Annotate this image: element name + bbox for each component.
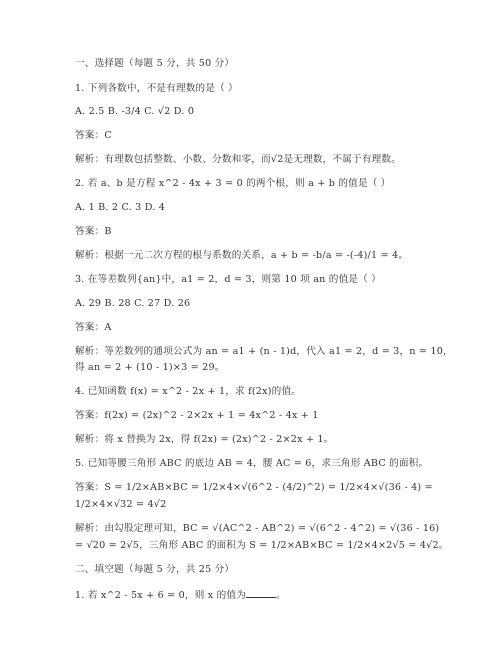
question-2-stem: 2. 若 a、b 是方程 x^2 - 4x + 3 = 0 的两个根，则 a + b 的值是（ ） [75,178,391,189]
question-4-stem: 4. 已知函数 f(x) = x^2 - 2x + 1，求 f(2x)的值。 [75,386,302,397]
question-5-analysis-line-1: 解析：由勾股定理可知，BC = √(AC^2 - AB^2) = √(6^2 - 4^2) = √(36 - 16) [75,523,440,534]
question-1-stem: 1. 下列各数中，不是有理数的是（ ） [75,83,238,94]
question-3-options: A. 29 B. 28 C. 27 D. 26 [75,298,191,309]
question-3-analysis-line-2: 得 an = 2 + (10 - 1)×3 = 29。 [75,362,225,373]
fill-question-1-end: 。 [276,590,286,601]
question-5-stem: 5. 已知等腰三角形 ABC 的底边 AB = 4，腰 AC = 6，求三角形 ABC 的面积。 [75,458,429,469]
fill-question-1 [75,588,286,602]
question-4-analysis: 解析：将 x 替换为 2x，得 f(2x) = (2x)^2 - 2×2x + 1。 [75,434,334,445]
question-2-options: A. 1 B. 2 C. 3 D. 4 [75,202,166,213]
question-3-answer: 答案：A [75,322,112,333]
question-1-answer: 答案：C [75,130,112,141]
question-5-answer-line-1: 答案：S = 1/2×AB×BC = 1/2×4×√(6^2 - (4/2)^2) = 1/2×4×√(36 - 4) = [75,482,433,493]
section-title-fill: 二、填空题（每题 5 分，共 25 分） [75,564,235,575]
question-2-analysis: 解析：根据一元二次方程的根与系数的关系，a + b = -b/a = -(-4)/1 = 4。 [75,250,409,261]
answer-blank [246,588,276,598]
question-1-analysis: 解析：有理数包括整数、小数、分数和零，而√2是无理数，不属于有理数。 [75,154,402,165]
question-3-stem: 3. 在等差数列{an}中，a1 = 2，d = 3，则第 10 项 an 的值是（ ） [75,274,382,285]
fill-question-1-stem: 1. 若 x^2 - 5x + 6 = 0，则 x 的值为 [75,590,247,601]
question-2-answer: 答案：B [75,226,112,237]
question-4-answer: 答案：f(2x) = (2x)^2 - 2×2x + 1 = 4x^2 - 4x + 1 [75,410,319,421]
question-3-analysis-line-1: 解析：等差数列的通项公式为 an = a1 + (n - 1)d，代入 a1 = 2，d = 3，n = 10， [75,346,453,357]
question-5-answer-line-2: 1/2×4×√32 = 4√2 [75,499,167,510]
question-5-analysis-line-2: = √20 = 2√5，三角形 ABC 的面积为 S = 1/2×AB×BC = 1/2×4×2√5 = 4√2。 [75,540,449,551]
section-title-choice: 一、选择题（每题 5 分，共 50 分） [75,58,235,69]
question-1-options: A. 2.5 B. -3/4 C. √2 D. 0 [75,106,195,117]
